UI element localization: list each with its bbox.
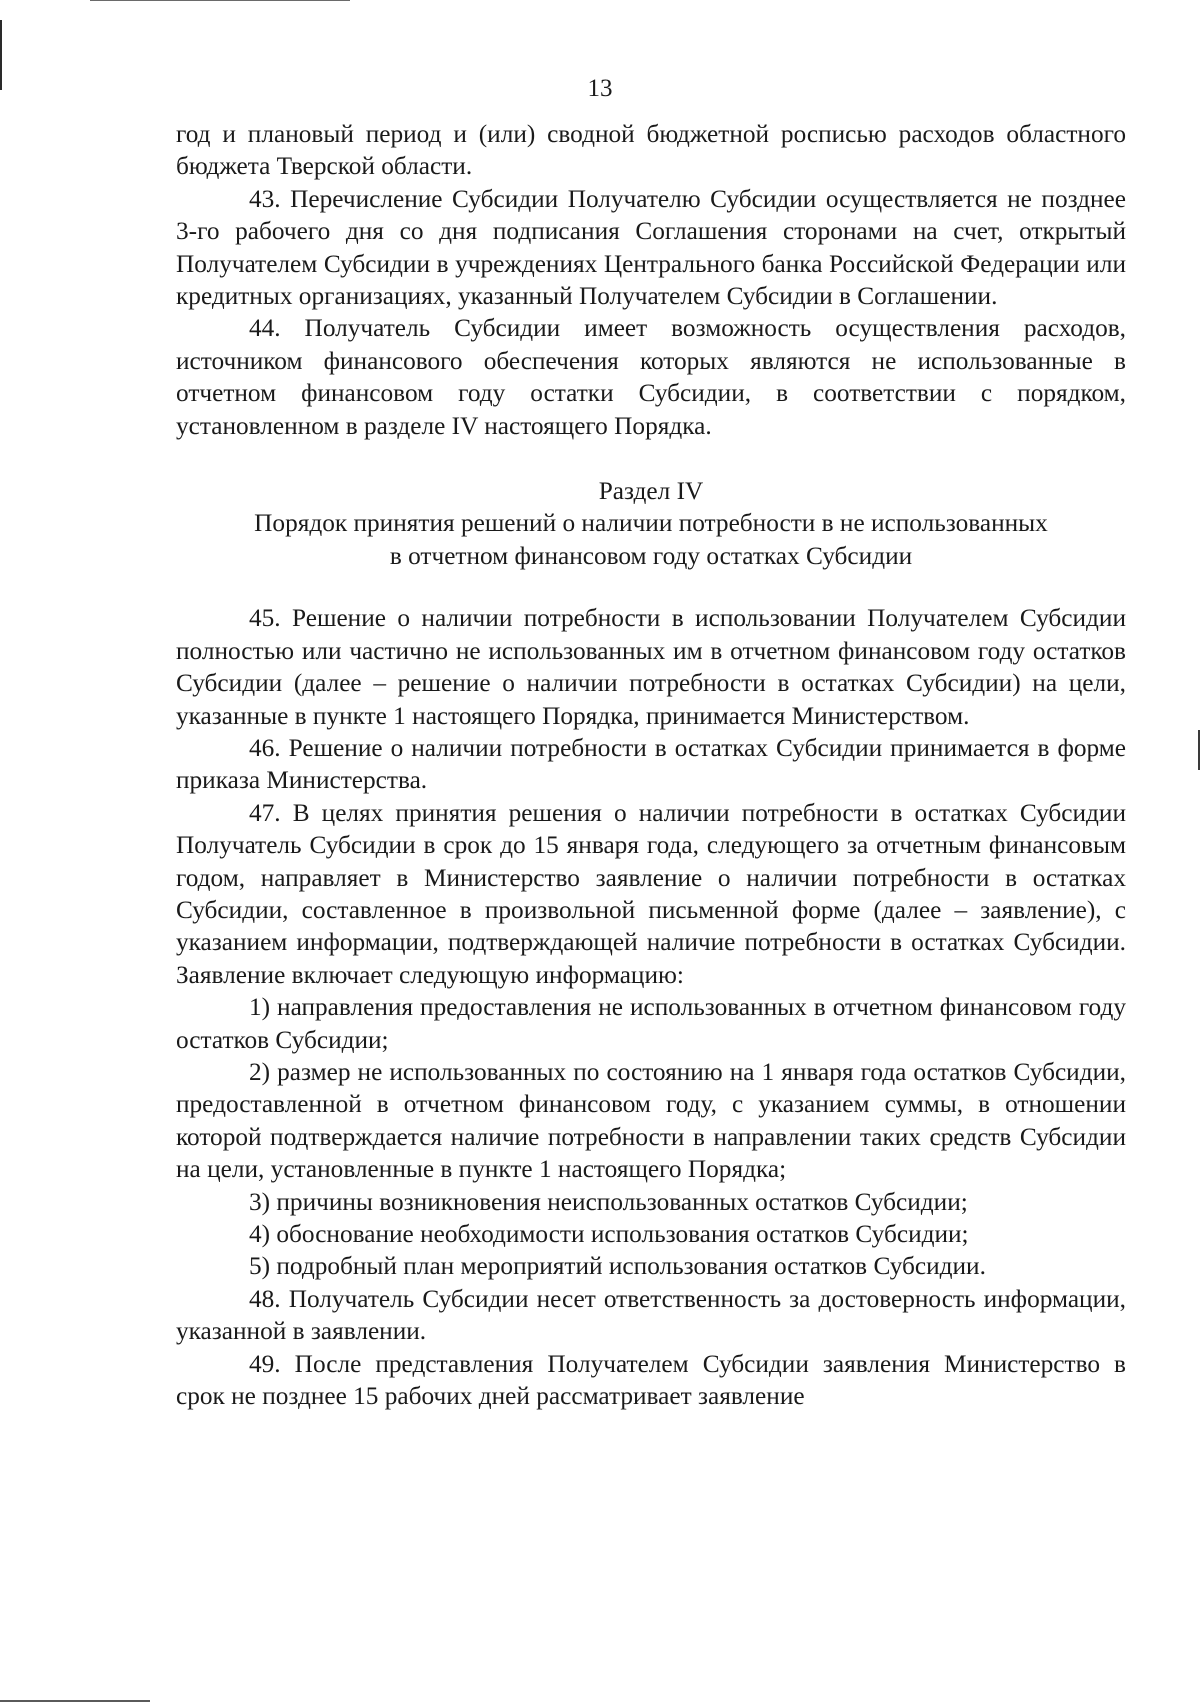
paragraph-47-item-1: 1) направления предоставления не использованных в отчетном финансовом году остатков Субсидии; <box>176 993 1126 1054</box>
paragraph-47-item-4: 4) обоснование необходимости использования остатков Субсидии; <box>249 1220 969 1248</box>
section-label: Раздел IV <box>598 477 704 506</box>
paragraph-46: 46. Решение о наличии потребности в остатках Субсидии принимается в форме приказа Министерства. <box>176 733 1126 795</box>
paragraphs-after-section <box>176 602 1126 1412</box>
paragraph-47-item-5: 5) подробный план мероприятий использования остатков Субсидии. <box>249 1252 986 1281</box>
paragraph-44: 44. Получатель Субсидии имеет возможность осуществления расходов, источником финансового обеспечения которых являются не использованные в отчетном финансовом году остатки Субсидии, в соответствии с порядком, установленном в разделе IV настоящего Порядка. <box>176 314 1126 440</box>
paragraph-continuation: год и плановый период и (или) сводной бюджетной росписью расходов областного бюджета Тверской области. <box>176 120 1126 181</box>
paragraphs-before-section <box>176 118 1126 442</box>
paragraph-47-item-2: 2) размер не использованных по состоянию на 1 января года остатков Субсидии, предоставленной в отчетном финансовом году, с указанием суммы, в отношении которой подтверждается наличие потребности в направлении таких средств Субсидии на цели, установленные в пункте 1 настоящего Порядка; <box>176 1057 1126 1184</box>
paragraph-43: 43. Перечисление Субсидии Получателю Субсидии осуществляется не позднее 3-го рабочего дня со дня подписания Соглашения сторонами на счет, открытый Получателем Субсидии в учреждениях Центрального банка Российской Федерации или кредитных организациях, указанный Получателем Субсидии в Соглашении. <box>176 184 1126 311</box>
section-title-line-1: Порядок принятия решений о наличии потребности в не использованных <box>254 509 1048 538</box>
paragraph-45: 45. Решение о наличии потребности в использовании Получателем Субсидии полностью или частично не использованных им в отчетном финансовом году остатков Субсидии (далее – решение о наличии потребности в остатках Субсидии) на цели, указанные в пункте 1 настоящего Порядка, принимается Министерством. <box>176 604 1126 730</box>
section-heading <box>176 475 1126 572</box>
paragraph-47-item-3: 3) причины возникновения неиспользованных остатков Субсидии; <box>249 1187 968 1216</box>
section-title-line-2: в отчетном финансовом году остатках Субсидии <box>389 541 913 570</box>
paragraph-49: 49. После представления Получателем Субсидии заявления Министерство в срок не позднее 15 рабочих дней рассматривает заявление <box>176 1349 1126 1411</box>
page-number: 13 <box>587 75 613 102</box>
document-body <box>176 118 1126 1412</box>
paragraph-47: 47. В целях принятия решения о наличии потребности в остатках Субсидии Получатель Субсидии в срок до 15 января года, следующего за отчетным финансовым годом, направляет в Министерство заявление о наличии потребности в остатках Субсидии, составленное в произвольной письменной форме (далее – заявление), с указанием информации, подтверждающей наличие потребности в остатках Субсидии. Заявление включает следующую информацию: <box>176 798 1126 989</box>
scan-artifact-top <box>90 0 350 1</box>
paragraph-48: 48. Получатель Субсидии несет ответственность за достоверность информации, указанной в заявлении. <box>176 1284 1126 1346</box>
